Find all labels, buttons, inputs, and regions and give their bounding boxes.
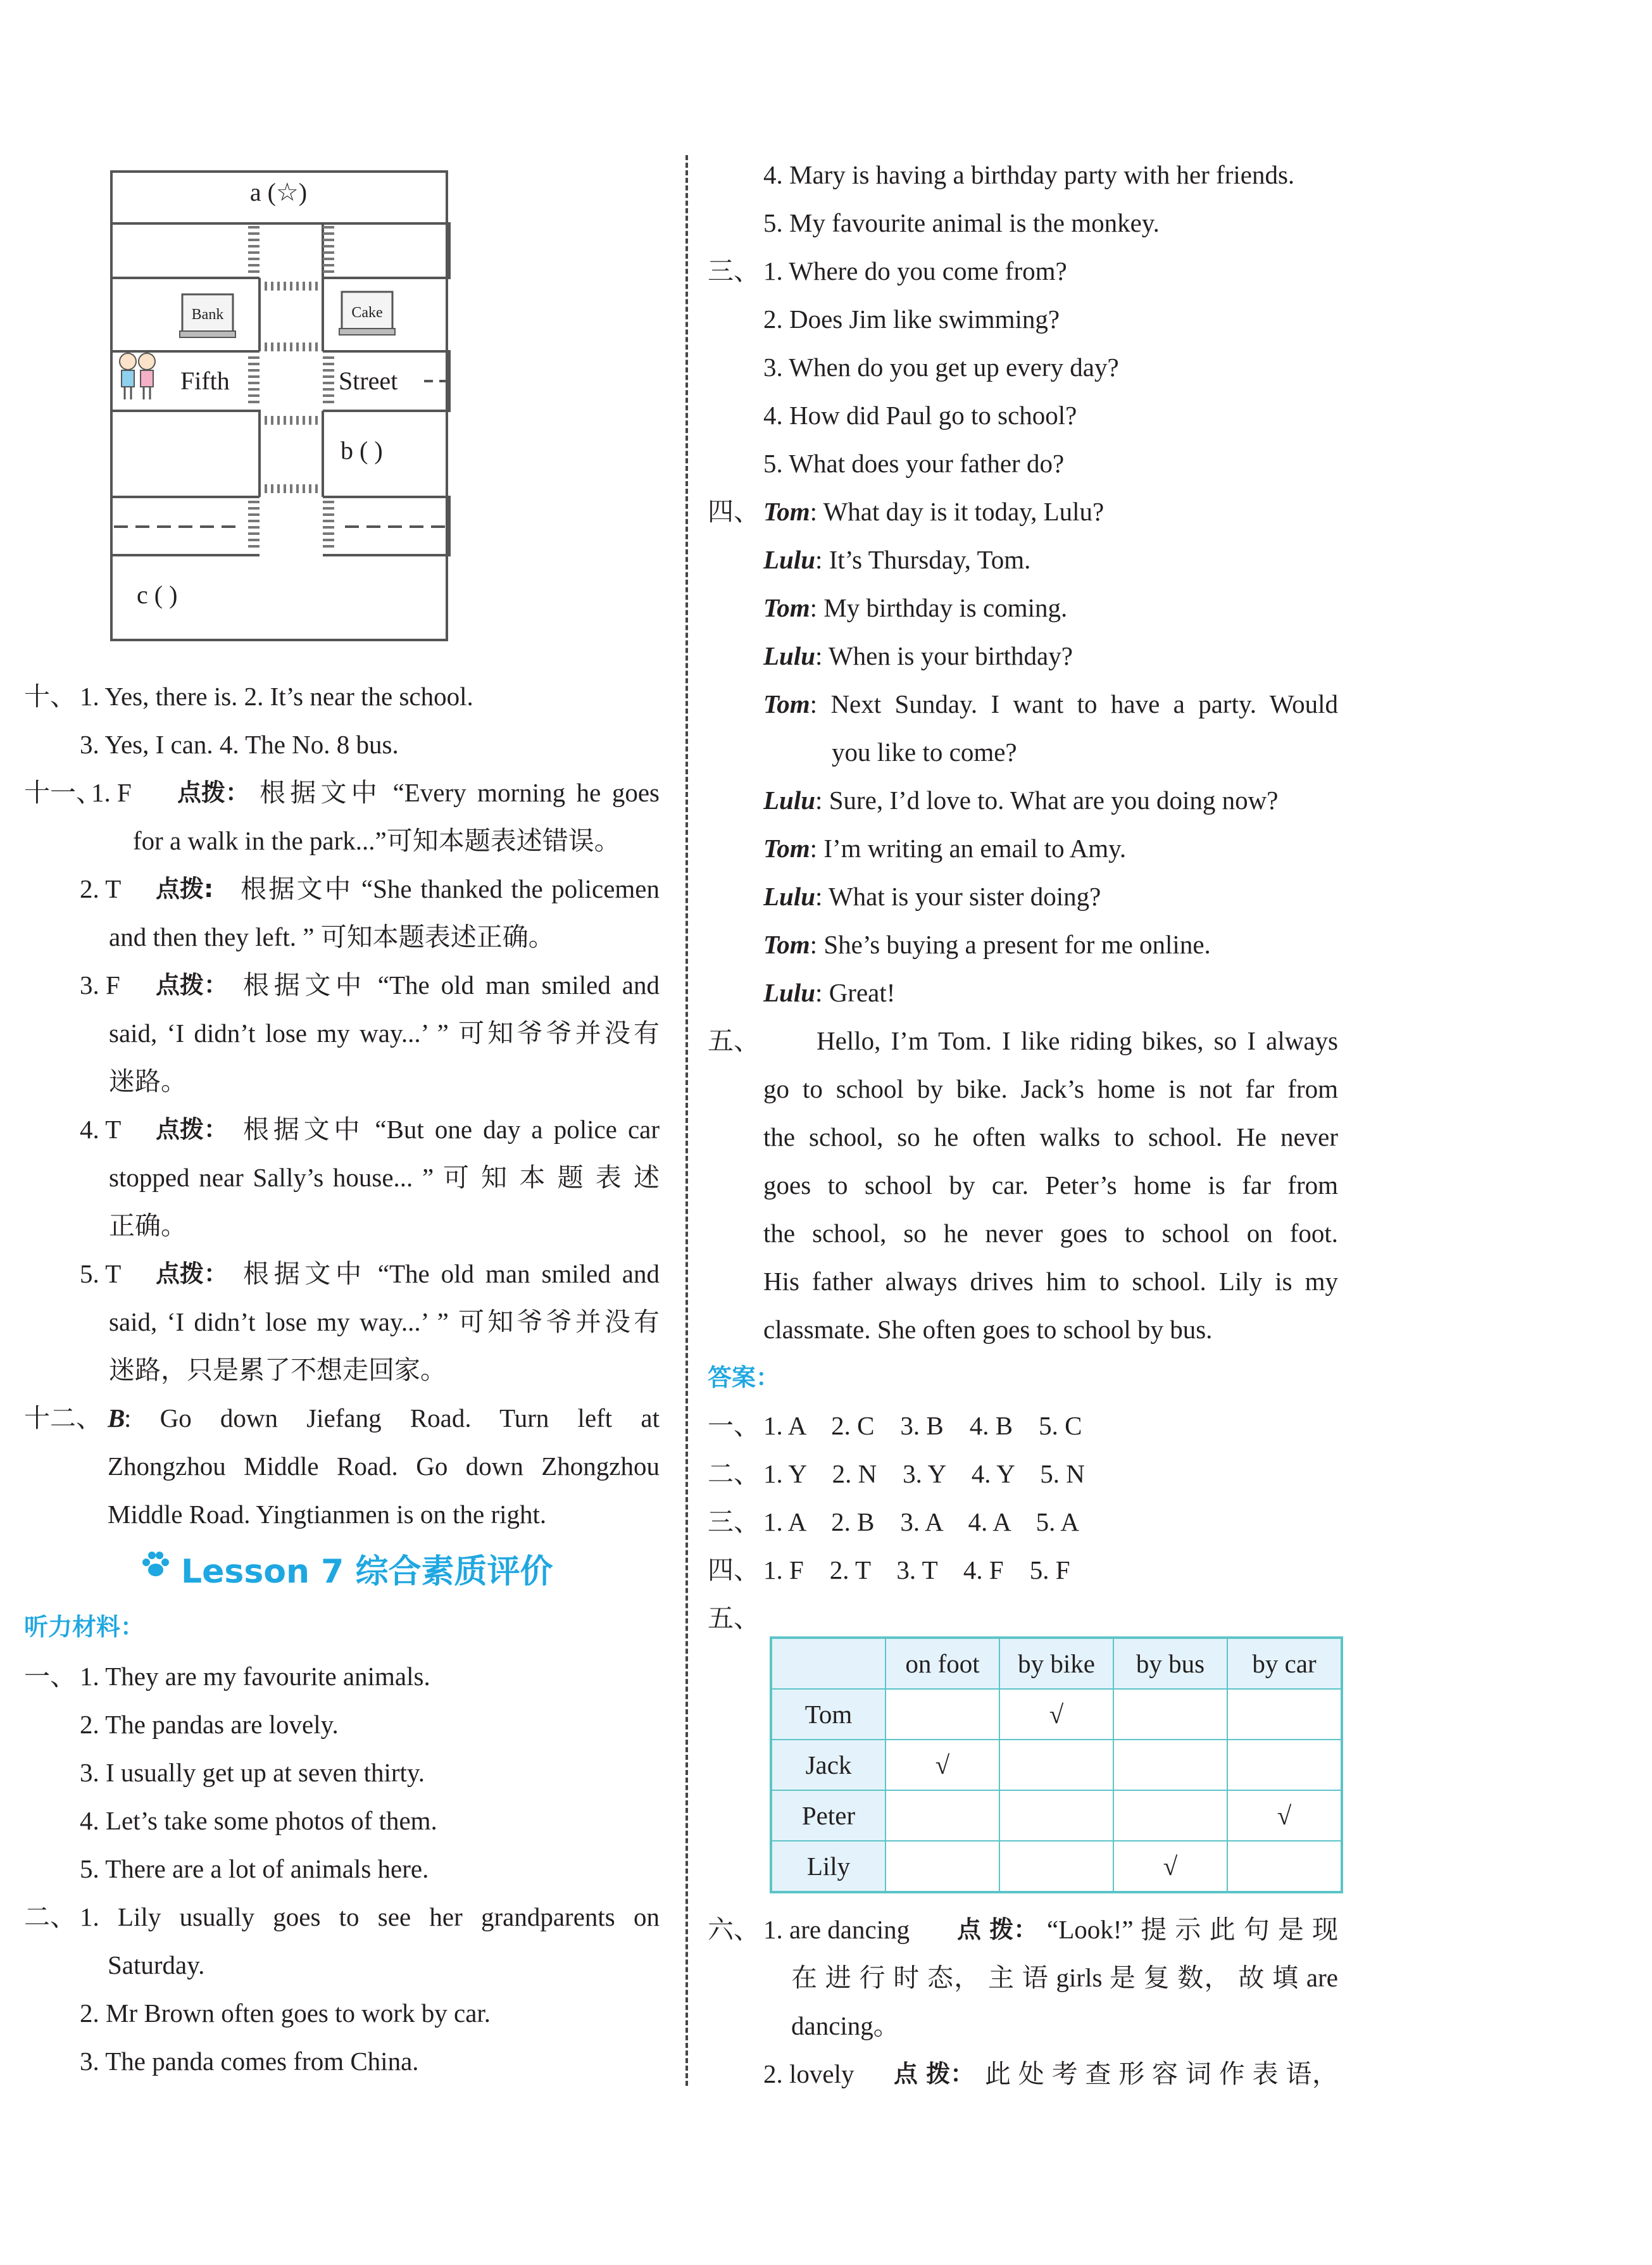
section-12-speaker: B (108, 1403, 125, 1433)
dialog-speaker: Lulu (763, 978, 816, 1007)
section-11-number: 十一、 (24, 778, 102, 807)
part-1-item: 5. There are a lot of animals here. (80, 1854, 429, 1883)
table-cell (1227, 1740, 1342, 1790)
dialog-speaker: Lulu (763, 786, 816, 815)
section-12-line-3: Middle Road. Yingtianmen is on the right. (108, 1500, 547, 1529)
column-divider (685, 155, 688, 2086)
paw-icon (141, 1550, 171, 1580)
q1-line-2: for a walk in the park...”可知本题表述错误。 (133, 826, 620, 855)
dialog-line (763, 782, 1278, 818)
table-cell (1227, 1689, 1342, 1740)
dialog-line (763, 831, 1126, 866)
dialog-text: : When is your birthday? (815, 641, 1073, 670)
q4-line-3: 正确。 (109, 1211, 187, 1240)
dialog-text: you like to come? (832, 737, 1017, 767)
dialog-speaker: Tom (763, 834, 810, 863)
table-cell: √ (999, 1689, 1113, 1740)
q5-line-1: 根据文中 “The old man smiled and (243, 1259, 660, 1288)
q3-line-3: 迷路。 (109, 1067, 187, 1096)
answer-row-number: 二、 (708, 1459, 760, 1488)
lesson-title: Lesson 7 综合素质评价 (181, 1553, 553, 1591)
dialog-text: : What is your sister doing? (815, 882, 1101, 911)
dialog-line (763, 879, 1101, 914)
table-row (771, 1740, 1342, 1790)
table-header-cell: by bus (1113, 1638, 1227, 1689)
dialog-line (763, 927, 1211, 962)
passage-line: the school, so he never goes to school on foot. (763, 1219, 1338, 1248)
dialog-speaker: Tom (763, 497, 810, 526)
dialog-speaker: Tom (763, 593, 810, 622)
passage-line: His father always drives him to school. Lily is my (763, 1267, 1338, 1296)
answer-row-number: 一、 (708, 1411, 760, 1440)
q3-line-2: said, ‘I didn’t lose my way...’ ” 可知爷爷并没有 (109, 1019, 660, 1048)
part-6-number: 六、 (708, 1915, 760, 1944)
dialog-speaker: Lulu (763, 882, 816, 911)
table-cell (1113, 1790, 1227, 1841)
table-header-cell (771, 1638, 885, 1689)
q3-line-1: 根据文中 “The old man smiled and (243, 970, 660, 1000)
part-2-number: 二、 (24, 1902, 76, 1931)
part-5-number: 五、 (708, 1026, 760, 1055)
q5-tip-label: 点拨： (156, 1260, 228, 1288)
q4-line-1: 根据文中 “But one day a police car (243, 1115, 660, 1144)
table-cell (1113, 1740, 1227, 1790)
table-cell (885, 1790, 999, 1841)
part-2-line-4: 3. The panda comes from China. (80, 2047, 419, 2076)
table-row (771, 1841, 1342, 1892)
part-2-line-2: Saturday. (108, 1950, 205, 1980)
part-3-item: 4. How did Paul go to school? (763, 401, 1077, 430)
answer-label: 答案： (708, 1364, 780, 1391)
table-row-name: Lily (771, 1841, 885, 1892)
q2-tip-label: 点拨: (156, 875, 214, 903)
table-cell: √ (1113, 1841, 1227, 1892)
section-10-line-1: 1. Yes, there is. 2. It’s near the school. (80, 682, 473, 711)
table-row-name: Tom (771, 1689, 885, 1740)
passage-line: Hello, I’m Tom. I like riding bikes, so I always (817, 1026, 1338, 1055)
table-cell (885, 1841, 999, 1892)
dialog-line (763, 686, 1338, 722)
section-12-line-2: Zhongzhou Middle Road. Go down Zhongzhou (108, 1452, 660, 1481)
dialog-text: : Great! (815, 978, 896, 1007)
answer-row-number: 三、 (708, 1507, 760, 1536)
dialog-line (763, 542, 1030, 577)
table-row (771, 1689, 1342, 1740)
table-cell (1113, 1689, 1227, 1740)
dialog-speaker: Tom (763, 689, 810, 718)
table-row-name: Peter (771, 1790, 885, 1841)
part-1-item: 1. They are my favourite animals. (80, 1662, 430, 1691)
dialog-line (832, 734, 1017, 770)
table-header-cell: by car (1227, 1638, 1342, 1689)
dialog-speaker: Lulu (763, 641, 816, 670)
part-6-line-2: 在 进 行 时 态， 主 语 girls 是 复 数， 故 填 are (791, 1963, 1338, 1992)
answer-row: 1. F 2. T 3. T 4. F 5. F (763, 1555, 1070, 1584)
dialog-text: : My birthday is coming. (810, 593, 1068, 622)
q5-line-2: said, ‘I didn’t lose my way...’ ” 可知爷爷并没有 (109, 1307, 660, 1336)
q4-answer: 4. T (80, 1115, 122, 1144)
q5-line-3: 迷路，只是累了不想走回家。 (109, 1355, 446, 1384)
section-10-number: 十、 (24, 682, 76, 711)
dialog-text: : What day is it today, Lulu? (810, 497, 1104, 526)
cake-label: Cake (351, 304, 383, 321)
table-row (771, 1790, 1342, 1841)
table-header-row (771, 1638, 1342, 1689)
part-6-line-1: “Look!” 提 示 此 句 是 现 (1047, 1915, 1338, 1944)
street-label: Street (339, 367, 398, 395)
answer-row-number: 五、 (708, 1603, 760, 1633)
dialog-speaker: Lulu (763, 545, 816, 574)
cake-shop-icon (339, 292, 395, 335)
dialog-line (763, 638, 1073, 674)
listening-label: 听力材料： (24, 1613, 145, 1641)
part-3-item: 2. Does Jim like swimming? (763, 304, 1060, 334)
bank-building-icon (180, 294, 235, 337)
bank-label: Bank (191, 306, 224, 323)
answer-row-number: 四、 (708, 1555, 760, 1584)
part-2-line-5: 4. Mary is having a birthday party with her friends. (763, 160, 1295, 189)
q1-tip-label: 点拨： (177, 779, 250, 806)
part-1-item: 3. I usually get up at seven thirty. (80, 1758, 425, 1787)
transport-table (770, 1636, 1343, 1893)
part-2-line-3: 2. Mr Brown often goes to work by car. (80, 1998, 491, 2028)
part-6-line-4: 此 处 考 查 形 容 词 作 表 语， (985, 2059, 1338, 2088)
dialog-line (763, 494, 1104, 529)
q1-line-1: 根据文中 “Every morning he goes (260, 778, 660, 807)
street-map (108, 168, 551, 649)
dialog-line (763, 975, 895, 1010)
part-3-item: 3. When do you get up every day? (763, 353, 1119, 382)
part-6-tip-label: 点 拨： (957, 1916, 1038, 1943)
map-label-c: c ( ) (137, 580, 178, 609)
part-6-tip-label: 点 拨： (894, 2060, 975, 2088)
part-6-answer-2: 2. lovely (763, 2059, 854, 2088)
q2-line-2: and then they left. ” 可知本题表述正确。 (109, 922, 554, 951)
table-cell (1227, 1841, 1342, 1892)
dialog-line (763, 590, 1067, 625)
section-12-line-1: : Go down Jiefang Road. Turn left at (124, 1403, 660, 1433)
dialog-text: : Sure, I’d love to. What are you doing now? (815, 786, 1279, 815)
q2-answer: 2. T (80, 874, 122, 903)
table-cell: √ (885, 1740, 999, 1790)
fifth-label: Fifth (180, 367, 230, 395)
q1-answer: 1. F (91, 778, 132, 807)
dialog-text: : I’m writing an email to Amy. (810, 834, 1127, 863)
part-6-answer-1: 1. are dancing (763, 1915, 910, 1944)
part-3-number: 三、 (708, 256, 760, 285)
q4-tip-label: 点拨： (156, 1115, 228, 1143)
dialog-text: : It’s Thursday, Tom. (815, 545, 1031, 574)
part-2-line-6: 5. My favourite animal is the monkey. (763, 208, 1160, 237)
table-row-name: Jack (771, 1740, 885, 1790)
part-1-number: 一、 (24, 1662, 76, 1691)
dialog-speaker: Tom (763, 930, 810, 959)
part-1-item: 2. The pandas are lovely. (80, 1710, 339, 1739)
answer-row: 1. A 2. B 3. A 4. A 5. A (763, 1507, 1079, 1536)
dialog-text: : Next Sunday. I want to have a party. Would (810, 689, 1338, 718)
table-cell (999, 1790, 1113, 1841)
q2-line-1: 根据文中 “She thanked the policemen (241, 874, 660, 903)
passage-line: go to school by bike. Jack’s home is not far from (763, 1074, 1338, 1103)
part-3-item: 1. Where do you come from? (763, 256, 1067, 285)
dialog-text: : She’s buying a present for me online. (810, 930, 1211, 959)
answer-row: 1. A 2. C 3. B 4. B 5. C (763, 1411, 1082, 1440)
passage-line: classmate. She often goes to school by bus. (763, 1315, 1213, 1344)
section-12-number: 十二、 (24, 1403, 102, 1433)
answer-row: 1. Y 2. N 3. Y 4. Y 5. N (763, 1459, 1085, 1488)
part-3-item: 5. What does your father do? (763, 449, 1065, 478)
table-cell: √ (1227, 1790, 1342, 1841)
q3-tip-label: 点拨： (156, 971, 228, 999)
part-4-number: 四、 (708, 497, 760, 526)
table-cell (885, 1689, 999, 1740)
table-header-cell: by bike (999, 1638, 1113, 1689)
table-cell (999, 1740, 1113, 1790)
q5-answer: 5. T (80, 1259, 122, 1288)
q4-line-2: stopped near Sally’s house... ” 可 知 本 题 表 述 (109, 1163, 660, 1192)
part-6-line-3: dancing。 (791, 2011, 899, 2040)
passage-line: the school, so he often walks to school. He never (763, 1122, 1338, 1151)
part-2-line-1: 1. Lily usually goes to see her grandparents on (80, 1902, 660, 1931)
part-1-item: 4. Let’s take some photos of them. (80, 1806, 437, 1835)
table-cell (999, 1841, 1113, 1892)
table-header-cell: on foot (885, 1638, 999, 1689)
map-label-b: b ( ) (341, 436, 383, 465)
passage-line: goes to school by car. Peter’s home is far from (763, 1170, 1338, 1200)
section-10-line-2: 3. Yes, I can. 4. The No. 8 bus. (80, 730, 399, 759)
q3-answer: 3. F (80, 970, 120, 1000)
map-label-a: a (☆) (249, 178, 308, 206)
